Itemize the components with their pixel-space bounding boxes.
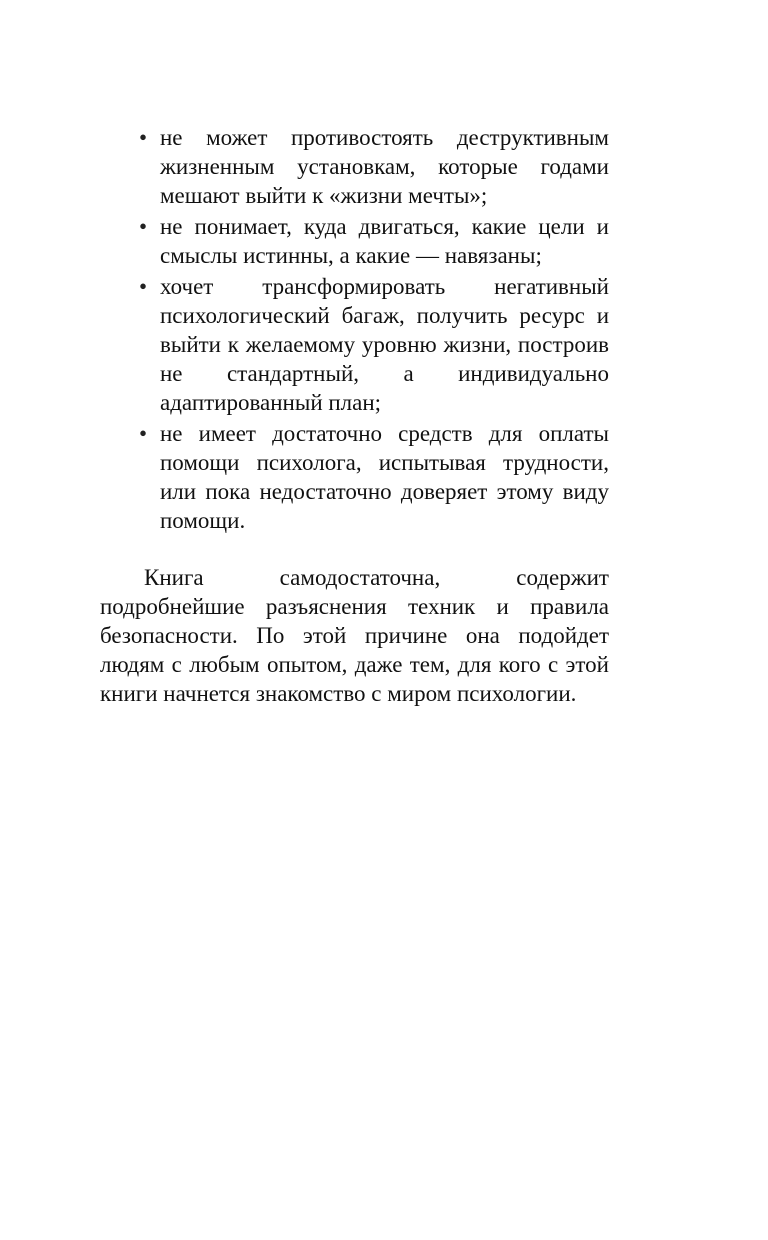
bullet-marker: • [139,125,148,150]
list-item [139,419,609,535]
list-item-text: хочет трансформировать негативный психологический багаж, получить ресурс и выйти к желаемому уровню жизни, построив не стандартный, а индивидуально адаптированный план; [160,274,609,415]
list-item-text: не имеет достаточно средств для оплаты помощи психолога, испытывая трудности, или пока недостаточно доверяет этому виду помощи. [160,421,609,533]
list-item [139,212,609,270]
list-item [139,123,609,210]
list-item-text: не понимает, куда двигаться, какие цели и смыслы истинны, а какие — навязаны; [160,214,609,268]
list-item-text: не может противостоять деструктивным жизненным установкам, которые годами мешают выйти к «жизни мечты»; [160,125,609,208]
bullet-marker: • [139,274,148,299]
bullet-marker: • [139,214,148,239]
bullet-marker: • [139,421,148,446]
list-item [139,272,609,417]
bullet-list [139,123,609,537]
body-paragraph: Книга самодостаточна, содержит подробнейшие разъяснения техник и правила безопасности. По этой причине она подойдет людям с любым опытом, даже тем, для кого с этой книги начнется знакомство с миром психологии. [100,565,609,706]
